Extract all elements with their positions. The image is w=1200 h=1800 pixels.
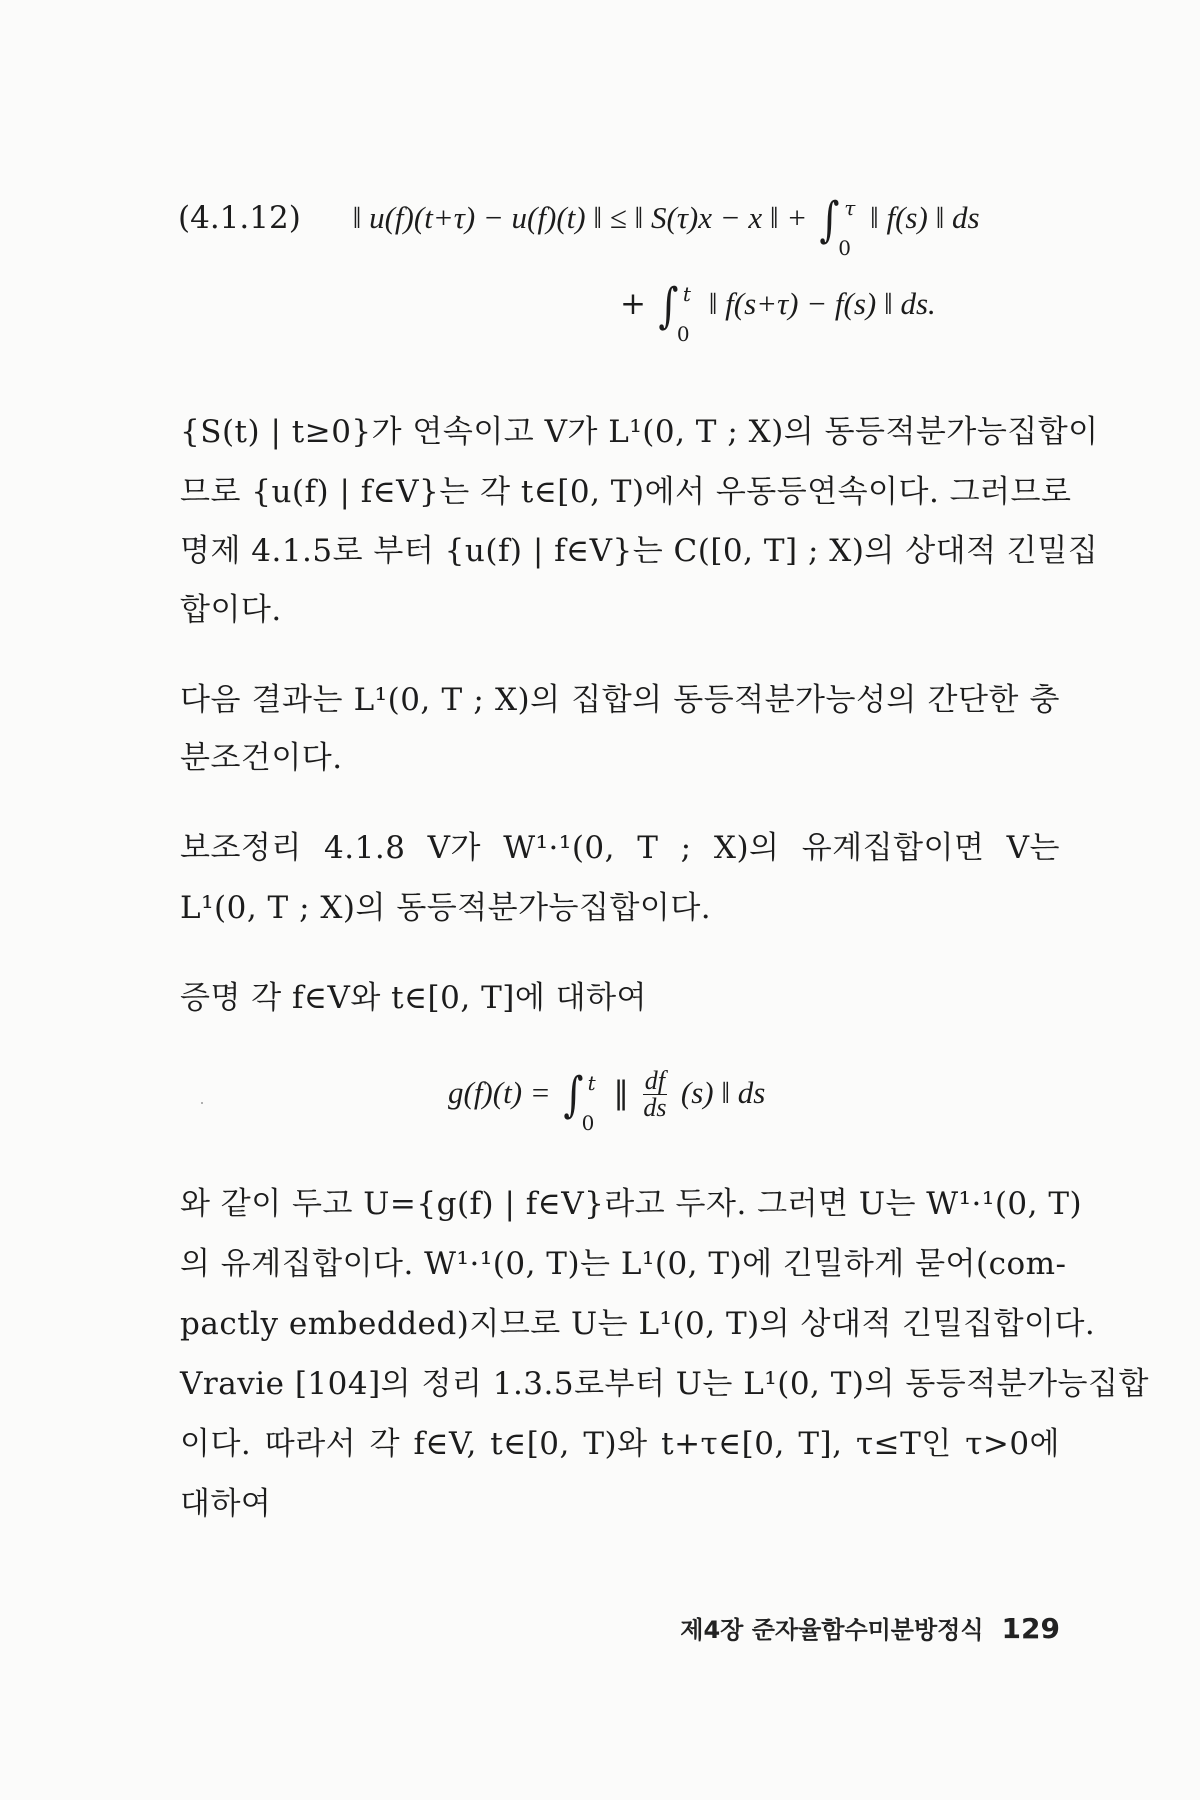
para3-line6: 대하여 [180,1486,272,1522]
equation-lhs: ‖ u(f)(t+τ) − u(f)(t) ‖ ≤ ‖ S(τ)x − x ‖ + [352,200,808,235]
page-number: 129 [1001,1612,1060,1645]
integral-body: ‖ f(s) ‖ ds [870,200,980,235]
equation-number: (4.1.12) [178,200,301,236]
para1-line3: 명제 4.1.5로 부터 {u(f) | f∈V}는 C([0, T] ; X)의 상대적 긴밀집 [180,533,1099,569]
proof-intro: 증명 각 f∈V와 t∈[0, T]에 대하여 [180,980,647,1016]
integral-sign: ∫ [658,278,679,334]
para1-line1: {S(t) | t≥0}가 연속이고 V가 L¹(0, T ; X)의 동등적분가능집합이 [180,414,1099,450]
integral-body: ‖ f(s+τ) − f(s) ‖ ds. [708,286,936,321]
equation-4-1-12-line2 [620,278,936,346]
integral-sign: ∫ [819,192,840,248]
para3-line5: 이다. 따라서 각 f∈V, t∈[0, T)와 t+τ∈[0, T], τ≤T인 τ>0에 [180,1426,1060,1462]
para3-line2: 의 유계집합이다. W¹·¹(0, T)는 L¹(0, T)에 긴밀하게 묻어(com- [180,1246,1067,1282]
plus-sign: + [620,286,646,322]
para2-line2: 분조건이다. [180,740,343,776]
para3-line1: 와 같이 두고 U={g(f) | f∈V}라고 두자. 그러면 U는 W¹·¹(0, T) [180,1186,1083,1222]
integral-limits: τ 0 [838,195,856,260]
equation-g-tail: (s) ‖ ds [680,1075,766,1110]
integral-limits: t 0 [676,281,691,346]
equation-g [448,1066,766,1135]
para1-line4: 합이다. [180,592,282,628]
derivative-fraction: $\frac{df}{ds}$ [643,1066,667,1122]
integral-sign: ∫ [563,1067,584,1123]
lemma-line1: 보조정리 4.1.8 V가 W¹·¹(0, T ; X)의 유계집합이면 V는 [180,830,1060,866]
chapter-title: 제4장 준자율함수미분방정식 [680,1616,984,1644]
page-footer [660,1610,1060,1645]
equation-4-1-12-line1 [178,192,980,260]
norm-open: ‖ [613,1075,629,1111]
integral-limits: t 0 [581,1070,596,1135]
para3-line4: Vravie [104]의 정리 1.3.5로부터 U는 L¹(0, T)의 동등적분가능집합 [180,1366,1149,1402]
para1-line2: 므로 {u(f) | f∈V}는 각 t∈[0, T)에서 우동등연속이다. 그러므로 [180,474,1072,510]
para2-line1: 다음 결과는 L¹(0, T ; X)의 집합의 동등적분가능성의 간단한 충 [180,682,1060,718]
lemma-line2: L¹(0, T ; X)의 동등적분가능집합이다. [180,890,712,926]
para3-line3: pactly embedded)지므로 U는 L¹(0, T)의 상대적 긴밀집합이다. [180,1306,1096,1342]
equation-g-lhs: g(f)(t) = [448,1075,551,1110]
print-speck [201,1102,203,1104]
